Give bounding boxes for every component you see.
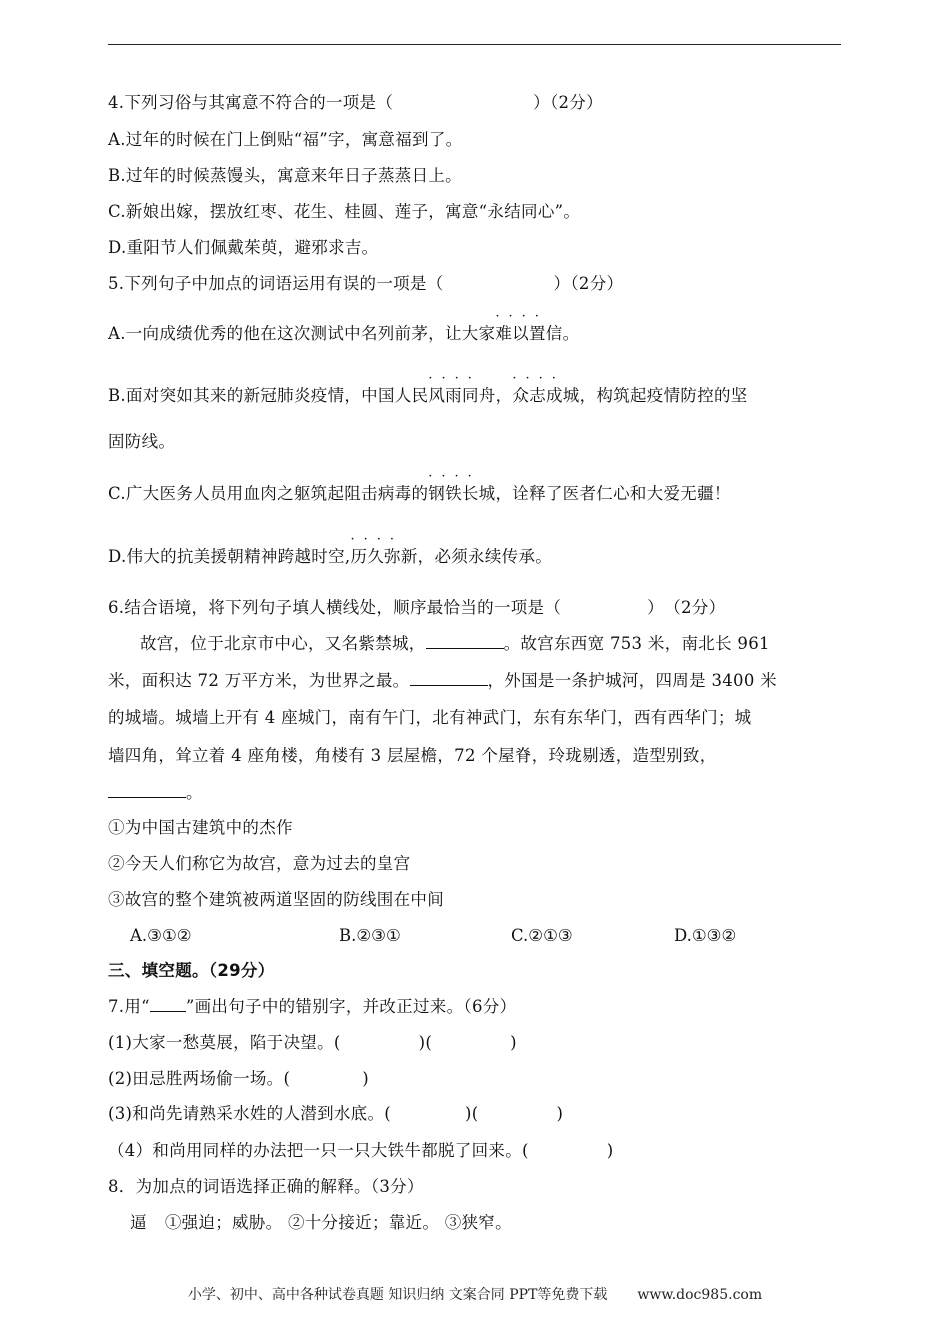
- q6-para-line-3: 的城墙。城墙上开有 4 座城门，南有午门，北有神武门，东有东华门，西有西华门；城: [108, 708, 752, 727]
- section-heading: 三、填空题。（29分）: [108, 961, 275, 980]
- q5-option-b-cont: 固防线。: [108, 432, 176, 451]
- fill-blank: [426, 634, 504, 649]
- q4-option-c: C.新娘出嫁，摆放红枣、花生、桂圆、莲子，寓意“永结同心”。: [108, 202, 581, 221]
- q8-word-line: [130, 1213, 512, 1233]
- q5-option-a: A.一向成绩优秀的他在这次测试中名列前茅，让大家···· 难以置信。: [108, 324, 579, 344]
- q7-stem: 7.用“ ”画出句子中的错别字，并改正过来。（6分）: [108, 997, 517, 1016]
- page-footer: [0, 1284, 950, 1304]
- underline-sample: [150, 997, 186, 1012]
- q8-word: 逼: [130, 1213, 147, 1232]
- dotted-word: ···· 钢铁长城: [428, 484, 495, 504]
- dotted-word: ···· 众志成城: [512, 386, 579, 406]
- q6-option-a: A.③①②: [130, 926, 192, 945]
- q7-item-3: (3)和尚先请熟采水姓的人潜到水底。( )( ): [108, 1104, 564, 1123]
- fill-blank: [410, 671, 488, 686]
- dotted-word: ···· 风雨同舟: [428, 386, 495, 406]
- q6-sentence-1: ①为中国古建筑中的杰作: [108, 818, 293, 837]
- q6-sentence-2: ②今天人们称它为故宫，意为过去的皇宫: [108, 854, 411, 873]
- dotted-word: ···· 难以置信: [495, 324, 562, 344]
- q7-item-4: （4）和尚用同样的办法把一只一只大铁牛都脱了回来。( ): [108, 1141, 614, 1160]
- footer-text: 小学、初中、高中各种试卷真题 知识归纳 文案合同 PPT等免费下载: [187, 1287, 608, 1303]
- q6-para-line-1: 故宫，位于北京市中心，又名紫禁城， 。故宫东西宽 753 米，南北长 961: [140, 634, 770, 653]
- q6-para-line-2: 米，面积达 72 万平方米，为世界之最。 ，外国是一条护城河，四周是 3400 米: [108, 671, 777, 690]
- q6-para-line-5: 。: [108, 783, 203, 803]
- q4-option-a: A.过年的时候在门上倒贴“福”字，寓意福到了。: [108, 130, 463, 149]
- q4-stem: 4.下列习俗与其寓意不符合的一项是（ ）（2分）: [108, 93, 603, 112]
- q7-item-2: (2)田忌胜两场偷一场。( ): [108, 1069, 369, 1088]
- q4-option-b: B.过年的时候蒸馒头，寓意来年日子蒸蒸日上。: [108, 166, 462, 185]
- q5-option-b: B.面对突如其来的新冠肺炎疫情，中国人民···· 风雨同舟，···· 众志成城，构筑起疫情防控的坚: [108, 386, 748, 406]
- q4-option-d: D.重阳节人们佩戴茱萸，避邪求吉。: [108, 238, 379, 257]
- q6-stem: 6.结合语境，将下列句子填人横线处，顺序最恰当的一项是（ ） （2分）: [108, 598, 726, 617]
- fill-blank: [108, 783, 186, 798]
- q6-para-line-4: 墙四角，耸立着 4 座角楼，角楼有 3 层屋檐，72 个屋脊，玲珑剔透，造型别致，: [108, 746, 717, 765]
- q6-option-d: D.①③②: [674, 926, 737, 945]
- footer-url: www.doc985.com: [637, 1287, 763, 1303]
- q6-option-c: C.②①③: [511, 926, 573, 945]
- q5-stem: 5.下列句子中加点的词语运用有误的一项是（ ）（2分）: [108, 274, 624, 293]
- q5-option-c: C.广大医务人员用血肉之躯筑起阻击病毒的···· 钢铁长城，诠释了医者仁心和大爱无疆！: [108, 484, 731, 504]
- q5-option-d: D.伟大的抗美援朝精神跨越时空,···· 历久弥新，必须永续传承。: [108, 547, 552, 567]
- dotted-word: ···· 历久弥新: [350, 547, 417, 567]
- q8-stem: 8．为加点的词语选择正确的解释。（3分）: [108, 1177, 424, 1196]
- q6-sentence-3: ③故宫的整个建筑被两道坚固的防线围在中间: [108, 890, 444, 909]
- top-rule: [108, 44, 841, 45]
- q8-definitions: ①强迫；威胁。 ②十分接近；靠近。 ③狭窄。: [164, 1213, 512, 1232]
- q7-item-1: (1)大家一愁莫展，陷于决望。( )( ): [108, 1033, 517, 1052]
- q6-option-b: B.②③①: [339, 926, 401, 945]
